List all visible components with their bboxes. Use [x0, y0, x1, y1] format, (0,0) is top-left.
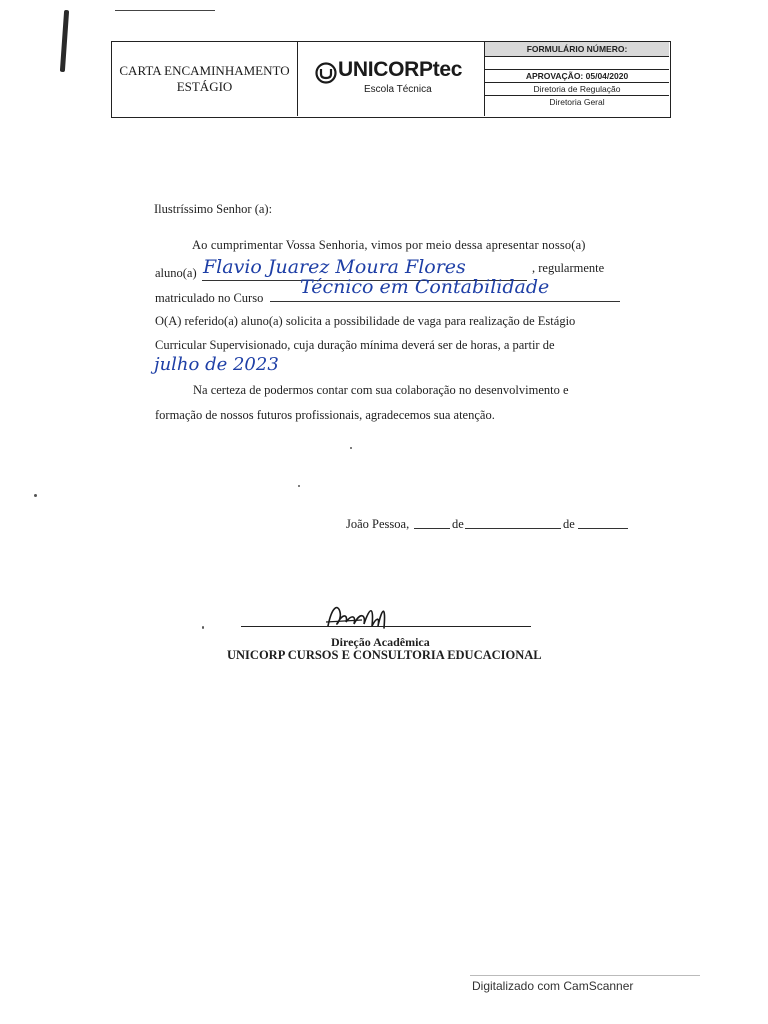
date-city: João Pessoa,: [346, 517, 410, 531]
year-blank: [578, 528, 628, 529]
unicorp-logo-icon: [315, 62, 337, 84]
form-title-line1: CARTA ENCAMINHAMENTO: [119, 63, 290, 78]
logo-subtitle: Escola Técnica: [364, 84, 432, 95]
form-number-value: [485, 57, 669, 69]
date-de-1: de: [452, 517, 464, 531]
closing-line-2: formação de nossos futuros profissionais, agradecemos sua atenção.: [155, 408, 495, 422]
student-suffix: , regularmente: [532, 261, 605, 275]
handwritten-signature: [322, 598, 402, 638]
scan-speck: [34, 494, 37, 497]
signature-role: Direção Acadêmica: [331, 635, 430, 649]
regulation-board: Diretoria de Regulação: [485, 83, 669, 96]
letter-line-1: Ao cumprimentar Vossa Senhoria, vimos por meio dessa apresentar nosso(a): [192, 238, 586, 252]
form-title-cell: [112, 42, 298, 116]
day-blank: [414, 528, 450, 529]
course-underline: [270, 301, 620, 302]
camscanner-watermark: Digitalizado com CamScanner: [472, 979, 634, 993]
student-name: Flavio Juarez Moura Flores: [203, 256, 466, 278]
closing-line-1: Na certeza de podermos contar com sua colaboração no desenvolvimento e: [193, 383, 569, 397]
course-name: Técnico em Contabilidade: [300, 276, 550, 298]
form-title-line2: ESTÁGIO: [176, 79, 233, 94]
scan-speck: [350, 447, 352, 449]
letter-line-5: Curricular Supervisionado, cuja duração mínima deverá ser de horas, a partir de: [155, 338, 555, 352]
form-header: [111, 41, 671, 118]
logo-cell: [298, 42, 485, 116]
general-board: Diretoria Geral: [549, 97, 605, 107]
scan-edge-mark: [60, 10, 69, 72]
form-number-label: FORMULÁRIO NÚMERO:: [485, 42, 669, 57]
logo-text: UNICORPtec: [338, 58, 463, 81]
signature-line: [241, 626, 531, 627]
month-blank: [465, 528, 561, 529]
scan-top-line: [115, 10, 215, 11]
course-prefix: matriculado no Curso: [155, 291, 264, 305]
approval-date: APROVAÇÃO: 05/04/2020: [485, 69, 669, 83]
salutation: Ilustríssimo Senhor (a):: [154, 202, 273, 216]
letter-line-4: O(A) referido(a) aluno(a) solicita a possibilidade de vaga para realização de Estágio: [155, 314, 576, 328]
footer-divider: [470, 975, 700, 976]
student-prefix: aluno(a): [155, 266, 197, 280]
date-de-2: de: [563, 517, 575, 531]
start-date: julho de 2023: [154, 354, 279, 375]
form-info-cell: [485, 42, 669, 116]
scan-speck: [202, 626, 204, 629]
institution-name: UNICORP CURSOS E CONSULTORIA EDUCACIONAL: [227, 648, 542, 662]
scan-speck: [298, 485, 300, 487]
